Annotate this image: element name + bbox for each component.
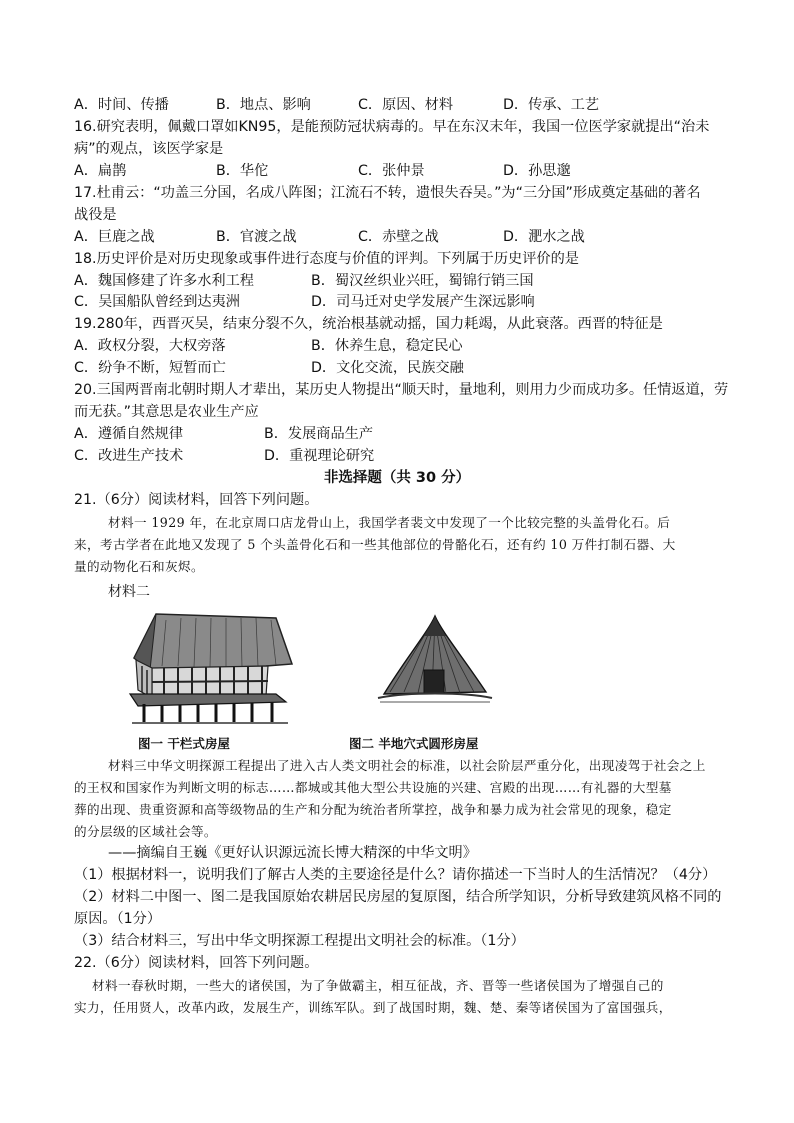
q20-option-b[interactable]: B．发展商品生产	[264, 426, 374, 442]
q20-option-a[interactable]: A．遵循自然规律	[74, 426, 184, 442]
q17-stem-line2: 战役是	[74, 207, 117, 223]
q19-option-a[interactable]: A．政权分裂，大权旁落	[74, 338, 226, 354]
q18-stem: 18.历史评价是对历史现象或事件进行态度与价值的评判。下列属于历史评价的是	[74, 251, 579, 267]
q16-option-b[interactable]: B．华佗	[216, 163, 269, 179]
q21-sub3: （3）结合材料三，写出中华文明探源工程提出文明社会的标准。（1分）	[74, 933, 525, 949]
q17-option-d[interactable]: D．淝水之战	[503, 229, 585, 245]
q17-option-c[interactable]: C．赤壁之战	[358, 229, 439, 245]
q19-stem: 19.280年，西晋灭吴，结束分裂不久，统治根基就动摇，国力耗竭，从此衰落。西晋的特征是	[74, 316, 663, 332]
q22-stem: 22.（6分）阅读材料，回答下列问题。	[74, 955, 319, 971]
q21-sub1: （1）根据材料一，说明我们了解古人类的主要途径是什么？请你描述一下当时人的生活情况？（4分）	[74, 867, 717, 883]
q19-option-b[interactable]: B．休养生息，稳定民心	[311, 338, 463, 354]
q21-sub2-line1: （2）材料二中图一、图二是我国原始农耕居民房屋的复原图，结合所学知识，分析导致建筑风格不同的	[74, 889, 722, 905]
q21-material1-line1: 材料一 1929 年，在北京周口店龙骨山上，我国学者裴文中发现了一个比较完整的头盖骨化石。后	[108, 515, 671, 530]
q21-source: ——摘编自王巍《更好认识源远流长博大精深的中华文明》	[108, 845, 477, 861]
q16-stem-line2: 病”的观点，该医学家是	[74, 141, 224, 157]
q21-material3-line4: 的分层级的区域社会等。	[74, 824, 217, 839]
fig1-caption: 图一 干栏式房屋	[138, 736, 230, 751]
q18-option-a[interactable]: A．魏国修建了许多水利工程	[74, 273, 254, 289]
q17-option-b[interactable]: B．官渡之战	[216, 229, 297, 245]
section-heading: 非选择题（共 30 分）	[323, 470, 471, 486]
q16-option-c[interactable]: C．张仲景	[358, 163, 425, 179]
q18-option-b[interactable]: B．蜀汉丝织业兴旺，蜀锦行销三国	[311, 273, 534, 289]
q20-stem-line2: 而无获。”其意思是农业生产应	[74, 404, 259, 420]
q21-material1-line2: 来，考古学者在此地又发现了 5 个头盖骨化石和一些其他部位的骨骼化石，还有约 10 万件打制石器、大	[74, 537, 676, 552]
q22-material1-line1: 材料一春秋时期，一些大的诸侯国，为了争做霸主，相互征战，齐、晋等一些诸侯国为了增强自己的	[92, 978, 664, 993]
q19-option-d[interactable]: D．文化交流，民族交融	[311, 360, 464, 376]
q21-stem: 21.（6分）阅读材料，回答下列问题。	[74, 492, 319, 508]
q20-stem-line1: 20.三国两晋南北朝时期人才辈出，某历史人物提出“顺天时，量地利，则用力少而成功多。任情返道，劳	[74, 382, 729, 398]
q21-material3-line1: 材料三中华文明探源工程提出了进入古人类文明社会的标准，以社会阶层严重分化，出现凌驾于社会之上	[108, 758, 706, 773]
q18-option-d[interactable]: D．司马迁对史学发展产生深远影响	[311, 294, 535, 310]
q15-option-d[interactable]: D．传承、工艺	[503, 97, 600, 113]
q21-sub2-line2: 原因。（1分）	[74, 911, 162, 927]
q15-option-b[interactable]: B．地点、影响	[216, 97, 311, 113]
q15-option-c[interactable]: C．原因、材料	[358, 97, 454, 113]
q16-stem-line1: 16.研究表明，佩戴口罩如KN95，是能预防冠状病毒的。早在东汉末年，我国一位医学家就提出“治未	[74, 119, 710, 135]
q21-material2-label: 材料二	[108, 584, 150, 600]
q17-option-a[interactable]: A．巨鹿之战	[74, 229, 155, 245]
q16-option-d[interactable]: D．孙思邈	[503, 163, 571, 179]
q21-material3-line2: 的王权和国家作为判断文明的标志……都城或其他大型公共设施的兴建、宫殿的出现……有礼器的大型墓	[74, 780, 672, 795]
q18-option-c[interactable]: C．吴国船队曾经到达夷洲	[74, 294, 240, 310]
stilt-house-illustration	[126, 610, 296, 726]
q19-option-c[interactable]: C．纷争不断，短暂而亡	[74, 360, 226, 376]
q20-option-d[interactable]: D．重视理论研究	[264, 448, 375, 464]
q22-material1-line2: 实力，任用贤人，改革内政，发展生产，训练军队。到了战国时期，魏、楚、秦等诸侯国为了富国强兵，	[74, 1000, 672, 1015]
q17-stem-line1: 17.杜甫云：“功盖三分国，名成八阵图；江流石不转，遗恨失吞吴。”为“三分国”形成奠定基础的著名	[74, 185, 701, 201]
fig2-caption: 图二 半地穴式圆形房屋	[349, 736, 479, 751]
q20-option-c[interactable]: C．改进生产技术	[74, 448, 184, 464]
round-hut-illustration	[376, 614, 494, 710]
q16-option-a[interactable]: A．扁鹊	[74, 163, 127, 179]
q21-material3-line3: 葬的出现、贵重资源和高等级物品的生产和分配为统治者所掌控，战争和暴力成为社会常见的现象，稳定	[74, 802, 672, 817]
q21-material1-line3: 量的动物化石和灰烬。	[74, 559, 204, 574]
q15-option-a[interactable]: A．时间、传播	[74, 97, 169, 113]
